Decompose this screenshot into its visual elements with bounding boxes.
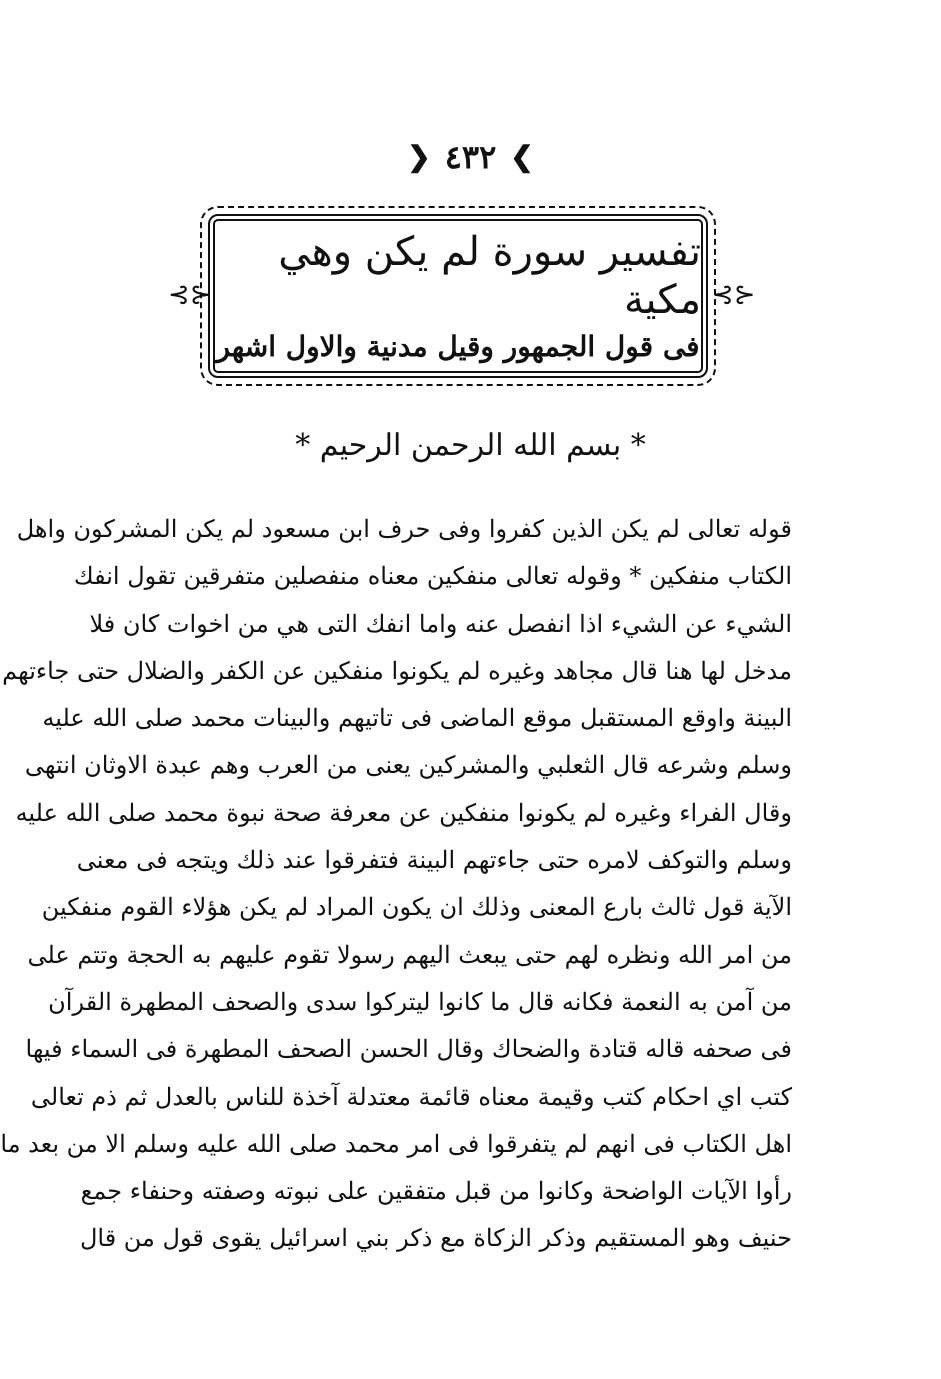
text-line: حنيف وهو المستقيم وذكر الزكاة مع ذكر بني اسرائيل يقوى قول من قال [79,1224,792,1253]
chapter-title: تفسير سورة لم يكن وهي مكية [278,229,701,324]
basmala: * بسم الله الرحمن الرحيم * [295,428,646,463]
chapter-heading-box [208,214,708,378]
side-ornament-right-icon: ⊰⊱ [712,280,756,310]
text-line: رأوا الآيات الواضحة وكانوا من قبل متفقين على نبوته وصفته وحنفاء جمع [80,1177,792,1206]
text-line: البينة واوقع المستقبل موقع الماضى فى تاتيهم والبينات محمد صلى الله عليه [42,704,792,733]
text-line: من آمن به النعمة فكانه قال ما كانوا ليتركوا سدى والصحف المطهرة القرآن [48,987,792,1016]
text-line: وقال الفراء وغيره لم يكونوا منفكين عن معرفة صحة نبوة محمد صلى الله عليه [15,798,792,827]
body-text [0,506,792,1263]
ornament-right-icon: ❯ [510,140,534,173]
text-line: الشيء عن الشيء اذا انفصل عنه واما انفك التى هي من اخوات كان فلا [89,609,792,638]
text-line: وسلم وشرعه قال الثعلبي والمشركين يعنى من العرب وهم عبدة الاوثان انتهى [24,751,792,780]
text-line: مدخل لها هنا قال مجاهد وغيره لم يكونوا منفكين عن الكفر والضلال حتى جاءتهم [2,656,792,685]
page-number [0,138,941,176]
chapter-subtitle: فى قول الجمهور وقيل مدنية والاول اشهر [216,330,700,364]
text-line: فى صحفه قاله قتادة والضحاك وقال الحسن الصحف المطهرة فى السماء فيها [25,1035,792,1064]
text-line: من امر الله ونظره لهم حتى يبعث اليهم رسولا تقوم عليهم به الحجة وتتم على [27,940,792,969]
text-line: الآية قول ثالث بارع المعنى وذلك ان يكون المراد لم يكن هؤلاء القوم منفكين [41,893,792,922]
text-line: اهل الكتاب فى انهم لم يتفرقوا فى امر محمد صلى الله عليه وسلم الا من بعد ما [0,1129,792,1158]
text-line: قوله تعالى لم يكن الذين كفروا وفى حرف ابن مسعود لم يكن المشركون واهل [16,515,792,543]
text-line: وسلم والتوكف لامره حتى جاءتهم البينة فتفرقوا عند ذلك ويتجه فى معنى [76,846,792,875]
ornament-left-icon: ❮ [407,140,431,173]
side-ornament-left-icon: ⊰⊱ [168,280,212,310]
page-number-text: ٤٣٢ [444,138,497,176]
text-line: كتب اي احكام كتب وقيمة معناه قائمة معتدلة آخذة للناس بالعدل ثم ذم تعالى [30,1082,792,1111]
text-line: الكتاب منفكين * وقوله تعالى منفكين معناه منفصلين متفرقين تقول انفك [73,562,792,591]
